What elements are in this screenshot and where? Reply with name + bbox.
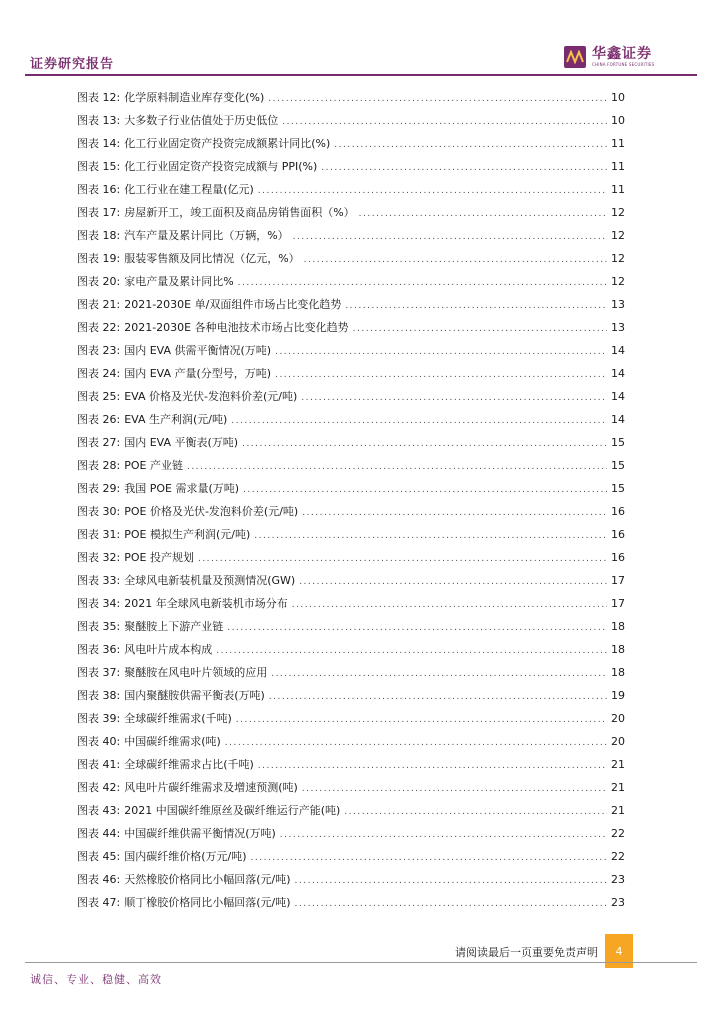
toc-dot-leader [292,600,607,610]
toc-figure-title: 国内 EVA 平衡表(万吨) [124,436,239,449]
toc-dot-leader [321,163,607,173]
toc-figure-label: 图表 24: [77,367,121,380]
toc-dot-leader [302,784,607,794]
toc-entry[interactable] [77,158,625,181]
toc-figure-title: 大多数子行业估值处于历史低位 [124,114,279,127]
toc-figure-title: 全球碳纤维需求占比(千吨) [124,758,254,771]
toc-page-number: 12 [611,206,625,219]
toc-dot-leader [295,876,608,886]
footer-divider [25,962,697,963]
toc-page-number: 14 [611,390,625,403]
toc-dot-leader [268,94,607,104]
toc-page-number: 13 [611,298,625,311]
toc-figure-label: 图表 35: [77,620,121,633]
toc-figure-label: 图表 44: [77,827,121,840]
toc-figure-title: 国内 EVA 供需平衡情况(万吨) [124,344,272,357]
toc-page-number: 12 [611,252,625,265]
toc-figure-title: 风电叶片成本构成 [124,643,213,656]
toc-page-number: 18 [611,666,625,679]
toc-dot-leader [359,209,607,219]
toc-dot-leader [254,531,607,541]
toc-entry[interactable] [77,457,625,480]
toc-entry[interactable] [77,595,625,618]
logo-mark-icon [564,46,586,68]
toc-entry[interactable] [77,526,625,549]
toc-entry[interactable] [77,365,625,388]
toc-figure-label: 图表 45: [77,850,121,863]
toc-entry[interactable] [77,411,625,434]
toc-entry[interactable] [77,687,625,710]
toc-figure-title: 化学原料制造业库存变化(%) [124,91,265,104]
toc-figure-title: 全球风电新装机量及预测情况(GW) [124,574,296,587]
toc-figure-label: 图表 38: [77,689,121,702]
toc-figure-title: 2021 中国碳纤维原丝及碳纤维运行产能(吨) [124,804,341,817]
toc-dot-leader [282,117,607,127]
toc-figure-title: 全球碳纤维需求(千吨) [124,712,232,725]
toc-page-number: 21 [611,804,625,817]
toc-page-number: 13 [611,321,625,334]
toc-dot-leader [280,830,607,840]
toc-figure-label: 图表 40: [77,735,121,748]
toc-page-number: 21 [611,758,625,771]
toc-figure-label: 图表 28: [77,459,121,472]
toc-figure-title: POE 价格及光伏-发泡料价差(元/吨) [124,505,299,518]
toc-dot-leader [225,738,607,748]
toc-page-number: 10 [611,91,625,104]
logo-chinese-name: 华鑫证券 [592,46,652,62]
toc-page-number: 15 [611,459,625,472]
toc-dot-leader [238,278,607,288]
toc-dot-leader [269,692,607,702]
toc-figure-label: 图表 15: [77,160,121,173]
toc-figure-title: 风电叶片碳纤维需求及增速预测(吨) [124,781,298,794]
toc-page-number: 18 [611,620,625,633]
toc-page-number: 20 [611,735,625,748]
toc-dot-leader [334,140,607,150]
toc-dot-leader [301,393,607,403]
toc-dot-leader [242,439,607,449]
toc-page-number: 15 [611,482,625,495]
toc-entry[interactable] [77,641,625,664]
toc-figure-title: 化工行业固定资产投资完成额累计同比(%) [124,137,331,150]
toc-entry[interactable] [77,480,625,503]
toc-figure-title: 国内碳纤维价格(万元/吨) [124,850,247,863]
toc-figure-title: 国内聚醚胺供需平衡表(万吨) [124,689,265,702]
toc-entry[interactable] [77,273,625,296]
toc-page-number: 17 [611,597,625,610]
toc-page-number: 19 [611,689,625,702]
toc-figure-title: 聚醚胺上下游产业链 [124,620,224,633]
toc-figure-label: 图表 30: [77,505,121,518]
toc-figure-label: 图表 20: [77,275,121,288]
toc-dot-leader [345,301,607,311]
toc-figure-title: 2021-2030E 各种电池技术市场占比变化趋势 [124,321,349,334]
toc-entry[interactable] [77,342,625,365]
toc-dot-leader [299,577,607,587]
toc-figure-title: POE 产业链 [124,459,183,472]
toc-dot-leader [353,324,607,334]
toc-entry[interactable] [77,756,625,779]
toc-figure-title: 汽车产量及累计同比（万辆，%） [124,229,289,242]
company-logo [564,46,654,68]
toc-figure-label: 图表 46: [77,873,121,886]
header-divider [25,74,697,76]
toc-page-number: 10 [611,114,625,127]
toc-entry[interactable] [77,296,625,319]
toc-dot-leader [295,899,608,909]
toc-entry[interactable] [77,388,625,411]
toc-dot-leader [302,508,607,518]
toc-page-number: 22 [611,827,625,840]
toc-figure-label: 图表 26: [77,413,121,426]
toc-entry[interactable] [77,250,625,273]
toc-figure-title: 顺丁橡胶价格同比小幅回落(元/吨) [124,896,291,909]
toc-figure-label: 图表 14: [77,137,121,150]
toc-figure-label: 图表 34: [77,597,121,610]
toc-figure-title: 服装零售额及同比情况（亿元，%） [124,252,300,265]
toc-page-number: 12 [611,229,625,242]
toc-entry[interactable] [77,572,625,595]
toc-figure-label: 图表 36: [77,643,121,656]
toc-figure-label: 图表 37: [77,666,121,679]
toc-dot-leader [251,853,608,863]
toc-entry[interactable] [77,618,625,641]
toc-dot-leader [216,646,607,656]
toc-figure-title: EVA 价格及光伏-发泡料价差(元/吨) [124,390,298,403]
toc-figure-label: 图表 31: [77,528,121,541]
toc-dot-leader [271,669,607,679]
toc-figure-title: 中国碳纤维供需平衡情况(万吨) [124,827,276,840]
logo-english-name: CHINA FORTUNE SECURITIES [592,62,655,67]
toc-page-number: 21 [611,781,625,794]
toc-figure-label: 图表 13: [77,114,121,127]
toc-entry[interactable] [77,825,625,848]
toc-page-number: 20 [611,712,625,725]
toc-dot-leader [275,347,607,357]
toc-figure-title: 家电产量及累计同比% [124,275,234,288]
toc-entry[interactable] [77,434,625,457]
disclaimer-notice: 请阅读最后一页重要免责声明 [455,946,598,959]
toc-entry[interactable] [77,204,625,227]
toc-page-number: 18 [611,643,625,656]
toc-figure-label: 图表 47: [77,896,121,909]
toc-figure-label: 图表 23: [77,344,121,357]
toc-entry[interactable] [77,549,625,572]
toc-figure-title: POE 模拟生产利润(元/吨) [124,528,251,541]
toc-dot-leader [293,232,607,242]
figure-list [77,89,625,917]
toc-figure-label: 图表 19: [77,252,121,265]
toc-dot-leader [231,416,607,426]
toc-dot-leader [243,485,607,495]
toc-dot-leader [275,370,607,380]
toc-dot-leader [258,761,607,771]
toc-figure-title: 中国碳纤维需求(吨) [124,735,221,748]
toc-entry[interactable] [77,227,625,250]
toc-entry[interactable] [77,894,625,917]
toc-figure-label: 图表 16: [77,183,121,196]
company-slogan: 诚信、专业、稳健、高效 [30,973,162,986]
toc-dot-leader [344,807,607,817]
page-number: 4 [615,944,623,958]
toc-figure-title: 2021 年全球风电新装机市场分布 [124,597,288,610]
toc-page-number: 16 [611,505,625,518]
toc-page-number: 23 [611,896,625,909]
toc-dot-leader [198,554,607,564]
toc-entry[interactable] [77,779,625,802]
toc-dot-leader [227,623,607,633]
toc-entry[interactable] [77,112,625,135]
toc-figure-title: POE 投产规划 [124,551,194,564]
toc-entry[interactable] [77,89,625,112]
toc-figure-title: 房屋新开工，竣工面积及商品房销售面积（%） [124,206,355,219]
toc-figure-label: 图表 43: [77,804,121,817]
toc-figure-title: 2021-2030E 单/双面组件市场占比变化趋势 [124,298,342,311]
toc-figure-label: 图表 12: [77,91,121,104]
toc-page-number: 16 [611,551,625,564]
toc-page-number: 15 [611,436,625,449]
toc-figure-label: 图表 17: [77,206,121,219]
toc-figure-label: 图表 42: [77,781,121,794]
toc-entry[interactable] [77,848,625,871]
toc-entry[interactable] [77,733,625,756]
toc-figure-title: 我国 POE 需求量(万吨) [124,482,240,495]
toc-page-number: 14 [611,367,625,380]
toc-figure-label: 图表 18: [77,229,121,242]
toc-dot-leader [304,255,607,265]
toc-figure-label: 图表 27: [77,436,121,449]
toc-figure-title: EVA 生产利润(元/吨) [124,413,228,426]
toc-figure-title: 天然橡胶价格同比小幅回落(元/吨) [124,873,291,886]
toc-entry[interactable] [77,664,625,687]
toc-entry[interactable] [77,319,625,342]
toc-page-number: 22 [611,850,625,863]
toc-page-number: 11 [611,137,625,150]
toc-page-number: 11 [611,160,625,173]
report-type-title: 证券研究报告 [30,57,115,72]
toc-figure-title: 国内 EVA 产量(分型号，万吨) [124,367,272,380]
toc-figure-title: 聚醚胺在风电叶片领域的应用 [124,666,268,679]
toc-entry[interactable] [77,710,625,733]
toc-page-number: 16 [611,528,625,541]
toc-dot-leader [258,186,607,196]
toc-figure-label: 图表 22: [77,321,121,334]
toc-page-number: 14 [611,344,625,357]
toc-page-number: 11 [611,183,625,196]
toc-figure-label: 图表 25: [77,390,121,403]
toc-figure-label: 图表 41: [77,758,121,771]
toc-dot-leader [236,715,607,725]
toc-page-number: 17 [611,574,625,587]
toc-figure-title: 化工行业固定资产投资完成额与 PPI(%) [124,160,318,173]
toc-page-number: 12 [611,275,625,288]
toc-figure-label: 图表 32: [77,551,121,564]
toc-entry[interactable] [77,135,625,158]
toc-page-number: 23 [611,873,625,886]
toc-figure-label: 图表 39: [77,712,121,725]
toc-entry[interactable] [77,802,625,825]
toc-page-number: 14 [611,413,625,426]
toc-entry[interactable] [77,503,625,526]
toc-entry[interactable] [77,871,625,894]
toc-figure-label: 图表 29: [77,482,121,495]
toc-figure-label: 图表 33: [77,574,121,587]
toc-figure-title: 化工行业在建工程量(亿元) [124,183,254,196]
toc-dot-leader [187,462,607,472]
toc-figure-label: 图表 21: [77,298,121,311]
toc-entry[interactable] [77,181,625,204]
